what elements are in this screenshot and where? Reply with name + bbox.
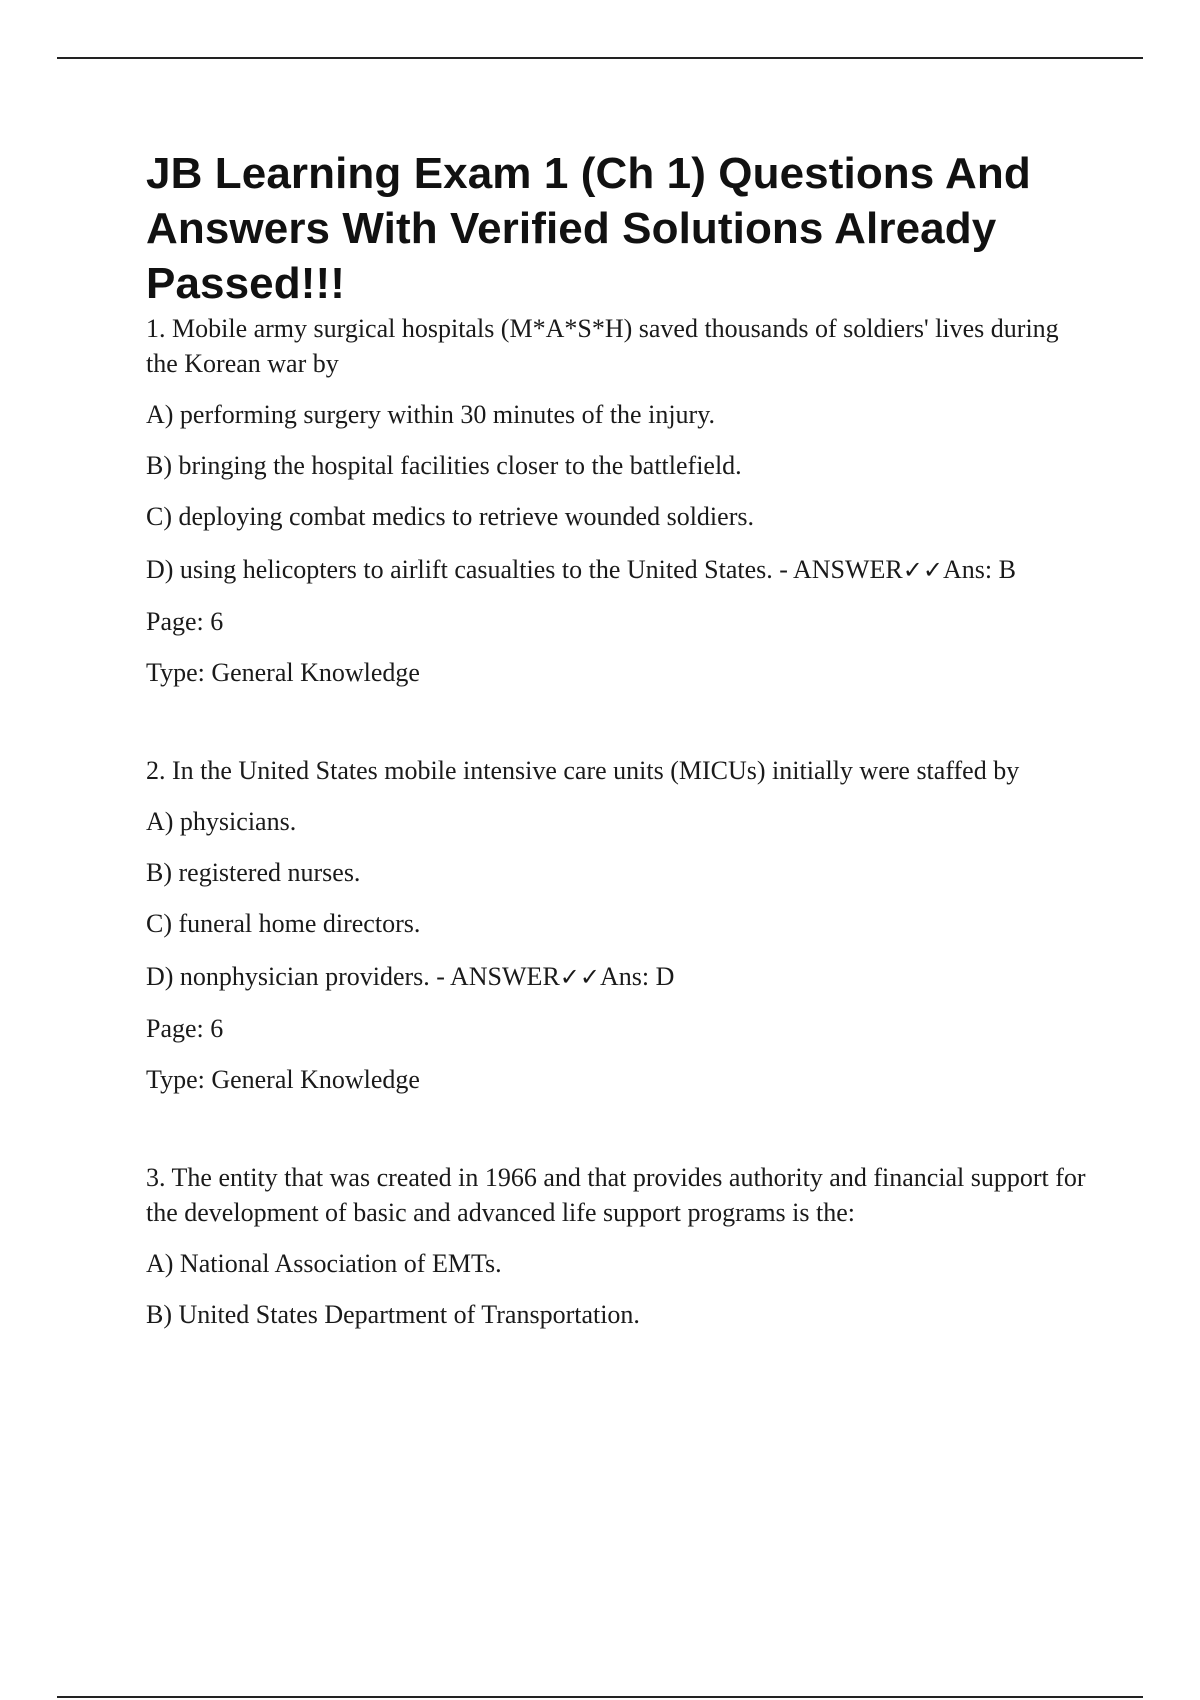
answer-value: Ans: D bbox=[600, 962, 675, 991]
page-ref: Page: 6 bbox=[146, 1014, 224, 1043]
question-text: 3. The entity that was created in 1966 and that provides authority and financial support for the development of basic and advanced life support programs is the: bbox=[146, 1163, 1086, 1227]
option-c: C) funeral home directors. bbox=[146, 909, 421, 938]
question-text: 2. In the United States mobile intensive care units (MICUs) initially were staffed by bbox=[146, 756, 1020, 785]
option-d: D) nonphysician providers. bbox=[146, 962, 430, 991]
option-a: A) National Association of EMTs. bbox=[146, 1249, 502, 1278]
option-d-with-answer bbox=[146, 959, 1086, 995]
question-3 bbox=[146, 1160, 1086, 1332]
bottom-rule bbox=[57, 1696, 1143, 1698]
option-c: C) deploying combat medics to retrieve wounded soldiers. bbox=[146, 502, 754, 531]
question-type: Type: General Knowledge bbox=[146, 1065, 420, 1094]
check-marks-icon: ✓✓ bbox=[902, 556, 943, 584]
document-title: JB Learning Exam 1 (Ch 1) Questions And Answers With Verified Solutions Already Passed!!! bbox=[146, 149, 1031, 308]
document-body bbox=[146, 146, 1086, 1332]
option-a: A) performing surgery within 30 minutes of the injury. bbox=[146, 400, 716, 429]
check-marks-icon: ✓✓ bbox=[559, 963, 600, 991]
option-b: B) bringing the hospital facilities closer to the battlefield. bbox=[146, 451, 742, 480]
option-b: B) registered nurses. bbox=[146, 858, 361, 887]
option-d: D) using helicopters to airlift casualties to the United States. bbox=[146, 555, 773, 584]
answer-prefix: - ANSWER bbox=[429, 962, 560, 991]
option-b: B) United States Department of Transportation. bbox=[146, 1300, 640, 1329]
question-1 bbox=[146, 311, 1086, 690]
question-type: Type: General Knowledge bbox=[146, 658, 420, 687]
answer-value: Ans: B bbox=[942, 555, 1016, 584]
top-rule bbox=[57, 57, 1143, 59]
page-ref: Page: 6 bbox=[146, 607, 224, 636]
question-2 bbox=[146, 753, 1086, 1097]
option-a: A) physicians. bbox=[146, 807, 297, 836]
answer-prefix: - ANSWER bbox=[772, 555, 903, 584]
question-text: 1. Mobile army surgical hospitals (M*A*S*H) saved thousands of soldiers' lives during the Korean war by bbox=[146, 314, 1059, 378]
option-d-with-answer bbox=[146, 552, 1086, 588]
